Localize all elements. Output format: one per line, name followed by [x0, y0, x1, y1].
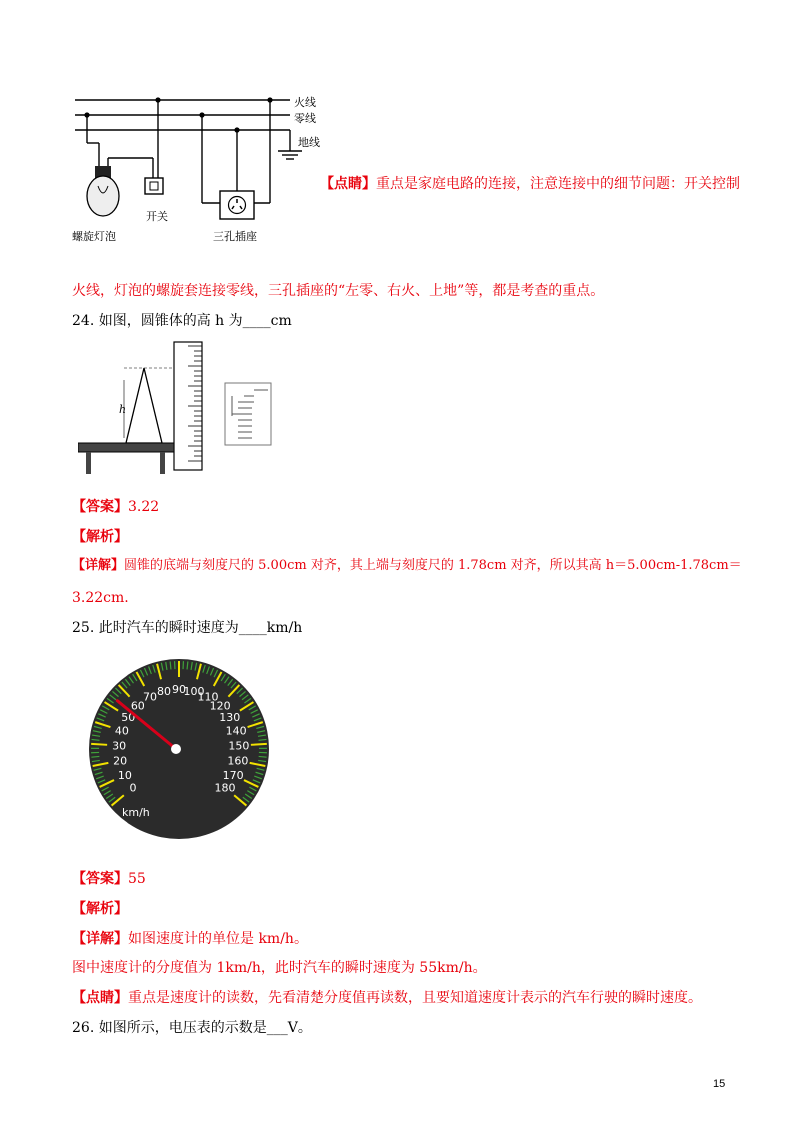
neutral-wire-label: 零线 [294, 112, 316, 125]
gauge-minor-tick [187, 661, 188, 669]
gauge-tick-label: 120 [209, 699, 231, 713]
q25-question: 25. 此时汽车的瞬时速度为____km/h [72, 620, 303, 636]
note-tag: 【点睛】 [72, 990, 128, 1006]
gauge-tick-label: 170 [222, 768, 244, 782]
q24-analysis-tag: 【解析】 [72, 529, 128, 545]
q24-question: 24. 如图，圆锥体的高 h 为____cm [72, 313, 292, 329]
note23-line1 [320, 174, 740, 194]
live-wire-label: 火线 [294, 96, 316, 109]
gauge-tick-label: 130 [219, 711, 241, 725]
gauge-major-tick [251, 744, 267, 745]
answer-tag: 【答案】 [72, 499, 128, 515]
gauge-tick-label: 0 [129, 781, 137, 795]
gauge-tick-label: 180 [214, 781, 236, 795]
gauge-minor-tick [170, 661, 171, 669]
note23-line2: 火线，灯泡的螺旋套连接零线，三孔插座的“左零、右火、上地”等，都是考查的重点。 [72, 283, 605, 299]
answer-value: 3.22 [128, 499, 160, 515]
ruler-magnified-inset [224, 382, 272, 446]
q25-analysis-tag: 【解析】 [72, 901, 128, 917]
switch-label: 开关 [146, 210, 168, 223]
gauge-tick-label: 100 [183, 684, 205, 698]
gauge-tick-label: 90 [172, 683, 186, 696]
gauge-tick-label: 30 [112, 739, 127, 753]
gauge-tick-label: 80 [157, 684, 172, 698]
q25-detail-line1 [72, 929, 308, 949]
gauge-minor-tick [91, 756, 99, 757]
answer-value: 55 [128, 871, 146, 887]
bulb-icon [87, 166, 119, 216]
q25-note [72, 988, 702, 1008]
gauge-tick-label: 70 [143, 690, 158, 704]
gauge-major-tick [91, 744, 107, 745]
q24-answer [72, 497, 159, 517]
note-tag: 【点睛】 [320, 176, 376, 192]
q24-detail-line2: 3.22cm. [72, 590, 129, 606]
gauge-tick-label: 110 [197, 690, 219, 704]
detail-text: 如图速度计的单位是 km/h。 [128, 931, 308, 947]
gauge-tick-label: 160 [227, 754, 249, 768]
detail-text: 圆锥的底端与刻度尺的 5.00cm 对齐，其上端与刻度尺的 1.78cm 对齐，所以其高 h＝5.00cm-1.78cm＝ [124, 558, 742, 573]
q25-detail-line2: 图中速度计的分度值为 1km/h，此时汽车的瞬时速度为 55km/h。 [72, 960, 487, 976]
page-number: 15 [713, 1078, 726, 1090]
gauge-tick-label: 60 [130, 699, 145, 713]
gauge-hub [171, 744, 181, 754]
switch-icon [145, 178, 163, 194]
q25-answer [72, 869, 146, 889]
gauge-tick-label: 50 [121, 711, 136, 725]
gauge-minor-tick [259, 756, 267, 757]
detail-tag: 【详解】 [72, 558, 125, 573]
speedometer-gauge [80, 655, 280, 845]
bulb-label: 螺旋灯泡 [72, 230, 116, 243]
gauge-tick-label: 150 [228, 739, 250, 753]
q24-detail-line1 [72, 556, 742, 576]
note-text: 重点是速度计的读数，先看清楚分度值再读数，且要知道速度计表示的汽车行驶的瞬时速度。 [128, 990, 702, 1006]
gauge-tick-label: 140 [225, 724, 247, 738]
ground-wire-label: 地线 [298, 136, 320, 149]
cone-height-label: h [119, 403, 127, 416]
answer-tag: 【答案】 [72, 871, 128, 887]
gauge-tick-label: 20 [113, 754, 128, 768]
gauge-unit-label: km/h [122, 806, 150, 819]
three-hole-socket-icon [220, 191, 254, 219]
gauge-tick-label: 10 [117, 768, 132, 782]
detail-tag: 【详解】 [72, 931, 128, 947]
q26-question: 26. 如图所示，电压表的示数是___V。 [72, 1020, 312, 1036]
socket-label: 三孔插座 [213, 230, 257, 243]
note-text: 重点是家庭电路的连接，注意连接中的细节问题：开关控制 [376, 176, 740, 192]
gauge-tick-label: 40 [114, 724, 129, 738]
